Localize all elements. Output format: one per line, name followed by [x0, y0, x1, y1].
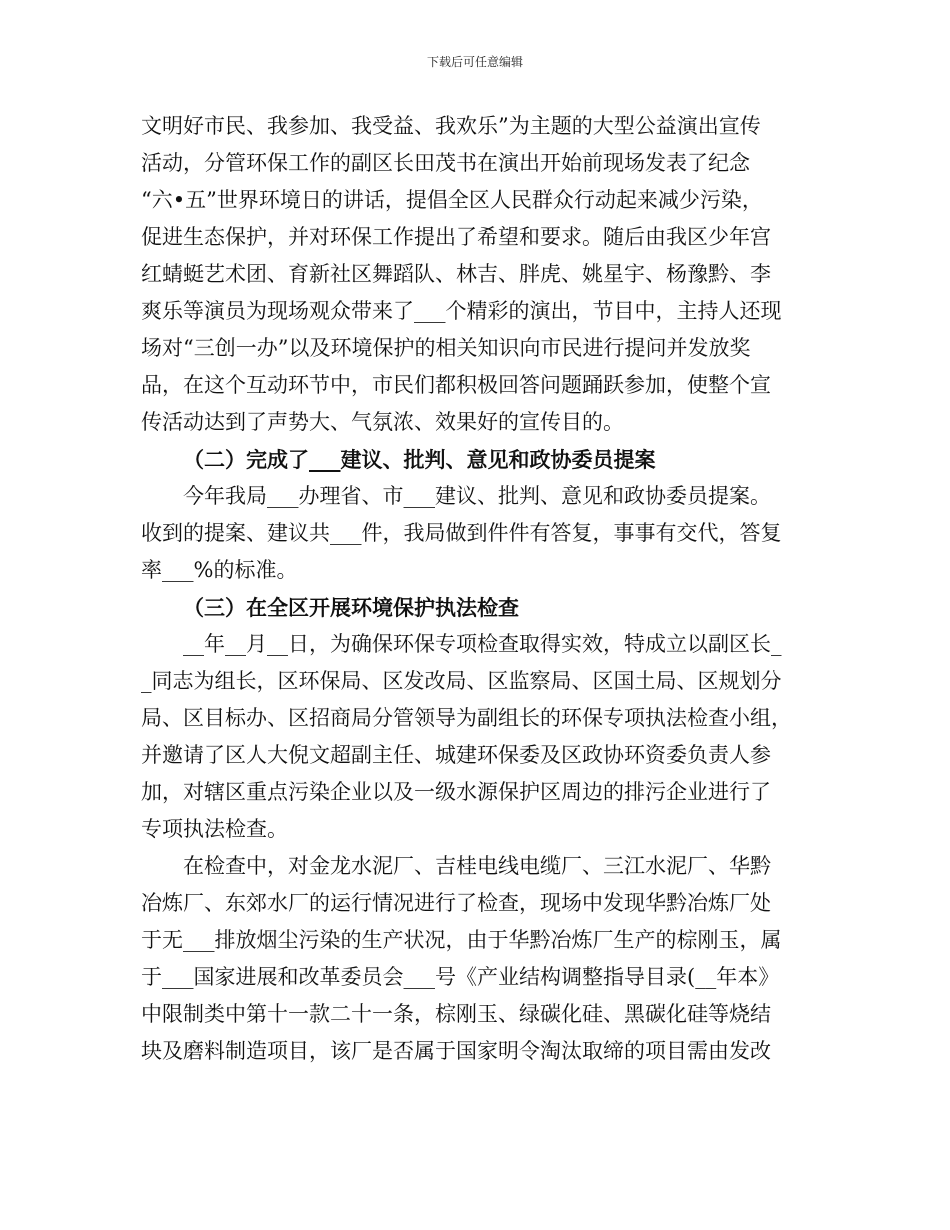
text-line: 活动，分管环保工作的副区长田茂书在演出开始前现场发表了纪念: [141, 151, 750, 175]
text-line: 块及磨料制造项目，该厂是否属于国家明令淘汰取缔的项目需由发改: [141, 1039, 771, 1063]
text-line: 于___国家进展和改革委员会___号《产业结构调整指导目录(__年本》: [141, 965, 780, 989]
text-line: _同志为组长，区环保局、区发改局、区监察局、区国土局、区规划分: [141, 669, 782, 693]
text-line: 文明好市民、我参加、我受益、我欢乐”为主题的大型公益演出宣传: [141, 114, 761, 138]
text-line: 专项执法检查。: [141, 817, 288, 841]
section-heading: （三）在全区开展环境保护执法检查: [183, 595, 519, 620]
text-line: “六•五”世界环境日的讲话，提倡全区人民群众行动起来减少污染，: [141, 188, 763, 212]
text-line: 冶炼厂、东郊水厂的运行情况进行了检查，现场中发现华黔冶炼厂处: [141, 891, 771, 915]
text-line: 红蜻蜓艺术团、育新社区舞蹈队、林吉、胖虎、姚星宇、杨豫黔、李: [141, 262, 771, 286]
text-line: 率___%的标准。: [141, 558, 298, 582]
text-line: 在检查中，对金龙水泥厂、吉桂电线电缆厂、三江水泥厂、华黔: [183, 854, 771, 878]
text-line: 于无___排放烟尘污染的生产状况，由于华黔冶炼厂生产的棕刚玉，属: [141, 928, 782, 952]
page-header: 下载后可任意编辑: [426, 55, 523, 69]
text-line: __年__月__日，为确保环保专项检查取得实效，特成立以副区长_: [183, 632, 782, 656]
document-body: [141, 108, 821, 1070]
section-heading: （二）完成了___建议、批判、意见和政协委员提案: [183, 447, 656, 472]
text-line: 中限制类中第十一款二十一条，棕刚玉、绿碳化硅、黑碳化硅等烧结: [141, 1002, 771, 1026]
text-line: 加，对辖区重点污染企业以及一级水源保护区周边的排污企业进行了: [141, 780, 771, 804]
text-line: 品，在这个互动环节中，市民们都积极回答问题踊跃参加，使整个宣: [141, 373, 771, 397]
text-line: 并邀请了区人大倪文超副主任、城建环保委及区政协环资委负责人参: [141, 743, 771, 767]
text-line: 收到的提案、建议共___件，我局做到件件有答复，事事有交代，答复: [141, 521, 782, 545]
text-line: 局、区目标办、区招商局分管领导为副组长的环保专项执法检查小组，: [141, 706, 792, 730]
text-line: 传活动达到了声势大、气氛浓、效果好的宣传目的。: [141, 410, 624, 434]
text-line: 今年我局___办理省、市___建议、批判、意见和政协委员提案。: [183, 484, 771, 508]
text-line: 场对“三创一办”以及环境保护的相关知识向市民进行提问并发放奖: [141, 336, 751, 360]
text-line: 促进生态保护，并对环保工作提出了希望和要求。随后由我区少年宫: [141, 225, 771, 249]
text-line: 爽乐等演员为现场观众带来了___个精彩的演出，节目中，主持人还现: [141, 299, 782, 323]
